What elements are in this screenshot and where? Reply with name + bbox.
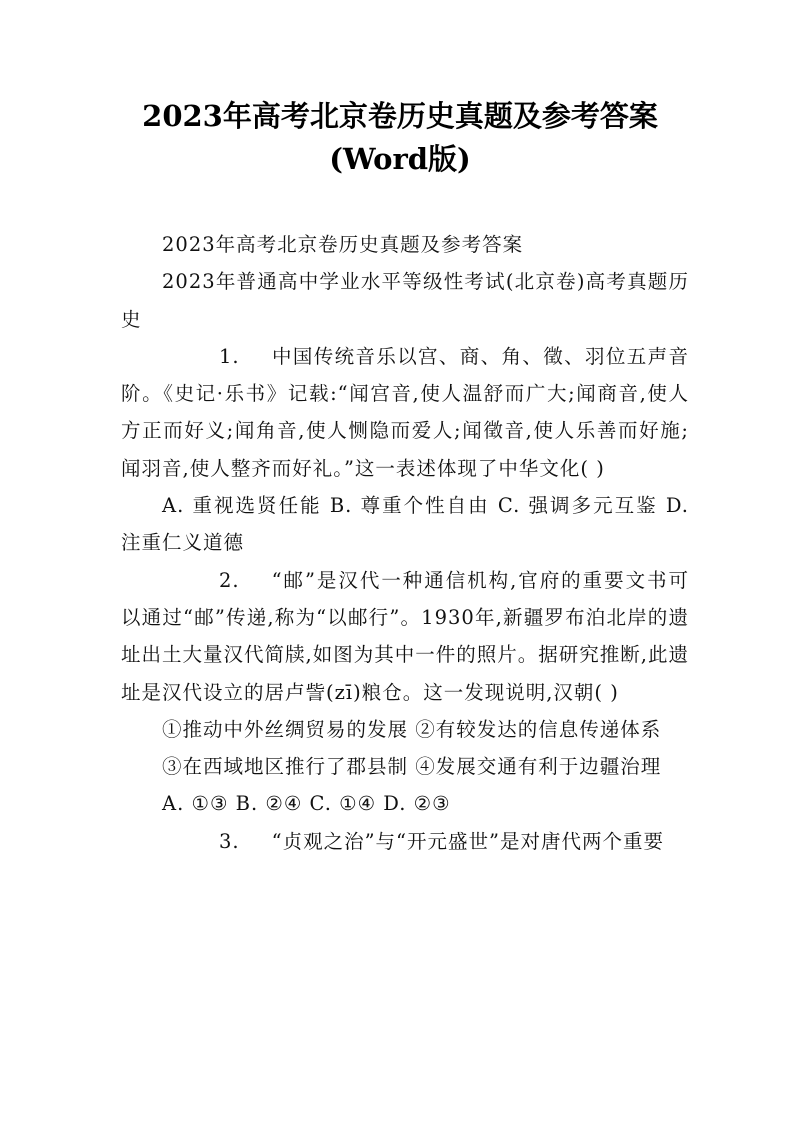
question-3 xyxy=(121,823,689,860)
paragraph-heading: 2023年高考北京卷历史真题及参考答案 xyxy=(162,233,524,256)
question-2-number: 2. xyxy=(219,568,240,592)
question-3-text: “贞观之治”与“开元盛世”是对唐代两个重要 xyxy=(271,829,664,853)
question-2-options: A. ①③ B. ②④ C. ①④ D. ②③ xyxy=(162,792,451,816)
document-subtitle: (Word版) xyxy=(329,142,471,176)
question-2-items-b: ③在西域地区推行了郡县制 ④发展交通有利于边疆治理 xyxy=(162,755,662,779)
question-1-options: A. 重视选贤任能 B. 尊重个性自由 C. 强调多元互鉴 D. 注重仁义道德 xyxy=(121,494,689,555)
question-2-text: “邮”是汉代一种通信机构,官府的重要文书可以通过“邮”传递,称为“以邮行”。1930年,新疆罗布泊北岸的遗址出土大量汉代简牍,如图为其中一件的照片。据研究推断,此遗址是汉代设立的居卢訾(zī)粮仓。这一发现说明,汉朝( ) xyxy=(121,568,689,704)
document-body xyxy=(121,226,689,860)
paragraph-exam-name: 2023年普通高中学业水平等级性考试(北京卷)高考真题历史 xyxy=(121,270,689,331)
document-title: 2023年高考北京卷历史真题及参考答案 xyxy=(142,99,658,133)
question-1 xyxy=(121,338,689,487)
question-3-number: 3. xyxy=(219,829,240,853)
question-2-items-a: ①推动中外丝绸贸易的发展 ②有较发达的信息传递体系 xyxy=(162,717,662,741)
question-1-text: 中国传统音乐以宫、商、角、徵、羽位五声音阶。《史记·乐书》记载:“闻宫音,使人温舒而广大;闻商音,使人方正而好义;闻角音,使人恻隐而爱人;闻徵音,使人乐善而好施;闻羽音,使人整齐而好礼。”这一表述体现了中华文化( ) xyxy=(121,344,689,480)
question-2 xyxy=(121,562,689,711)
question-1-number: 1. xyxy=(219,344,240,368)
